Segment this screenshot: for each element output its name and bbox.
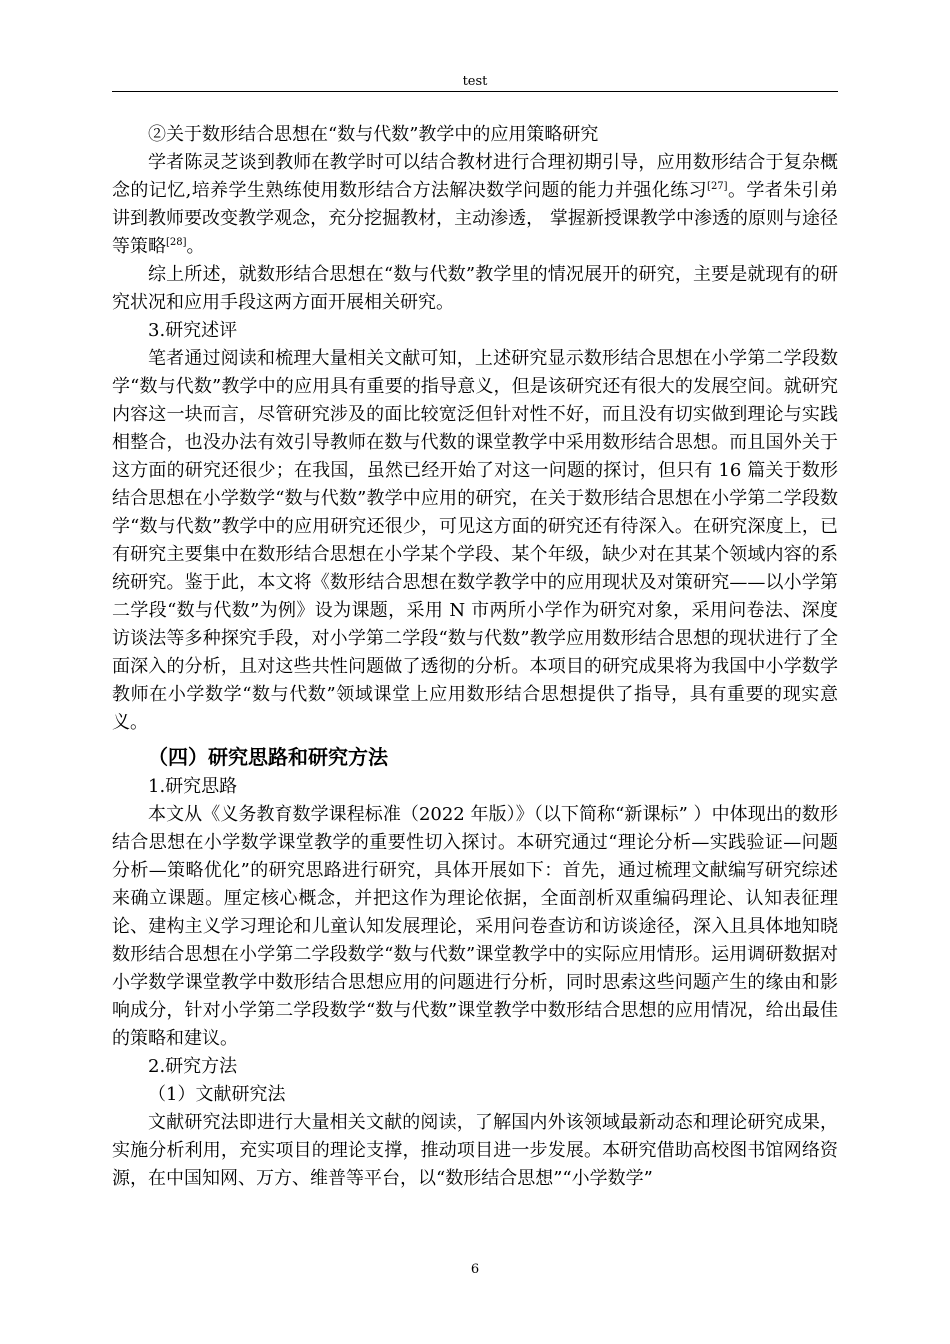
header-rule — [112, 91, 838, 92]
citation-ref: [28] — [166, 237, 187, 248]
page-number: 6 — [470, 1262, 480, 1277]
paragraph-research-approach: 本文从《义务教育数学课程标准（2022 年版）》（以下简称“新课标” ）中体现出的数形结合思想在小学数学课堂教学的重要性切入探讨。本研究通过“理论分析—实践验证—问题分析—策略优化”的研究思路进行研究，具体开展如下：首先，通过梳理文献编写研究综述来确立课题。厘定核心概念，并把这作为理论依据，全面剖析双重编码理论、认知表征理论、建构主义学习理论和儿童认知发展理论，采用问卷查访和访谈途径，深入且具体地知晓数形结合思想在小学第二学段数学“数与代数”课堂教学中的实际应用情形。运用调研数据对小学数学课堂教学中数形结合思想应用的问题进行分析，同时思索这些问题产生的缘由和影响成分，针对小学第二学段数学“数与代数”课堂教学中数形结合思想的应用情况，给出最佳的策略和建议。 — [112, 804, 838, 1049]
subheading-review: 3.研究述评 — [148, 320, 238, 341]
paragraph-summary: 综上所述，就数形结合思想在“数与代数”教学里的情况展开的研究，主要是就现有的研究状况和应用手段这两方面开展相关研究。 — [112, 264, 838, 313]
page-header: test — [462, 74, 488, 89]
subheading-research-approach: 1.研究思路 — [148, 776, 238, 797]
subheading-literature-method: （1）文献研究法 — [148, 1084, 286, 1105]
paragraph-subsection-title: ②关于数形结合思想在“数与代数”教学中的应用策略研究 — [148, 124, 599, 145]
paragraph-text: 。 — [186, 236, 205, 257]
section-heading: （四）研究思路和研究方法 — [148, 745, 388, 769]
body-text — [112, 121, 838, 1193]
paragraph-review: 笔者通过阅读和梳理大量相关文献可知，上述研究显示数形结合思想在小学第二学段数学“数与代数”教学中的应用具有重要的指导意义，但是该研究还有很大的发展空间。就研究内容这一块而言，尽管研究涉及的面比较宽泛但针对性不好，而且没有切实做到理论与实践相整合，也没办法有效引导教师在数与代数的课堂教学中采用数形结合思想。而且国外关于这方面的研究还很少；在我国，虽然已经开始了对这一问题的探讨，但只有 16 篇关于数形结合思想在小学数学“数与代数”教学中应用的研究，在关于数形结合思想在小学第二学段数学“数与代数”教学中的应用研究还很少，可见这方面的研究还有待深入。在研究深度上，已有研究主要集中在数形结合思想在小学某个学段、某个年级，缺少对在其某个领域内容的系统研究。鉴于此，本文将《数形结合思想在数学教学中的应用现状及对策研究——以小学第二学段“数与代数”为例》设为课题，采用 N 市两所小学作为研究对象，采用问卷法、深度访谈法等多种探究手段，对小学第二学段“数与代数”教学应用数形结合思想的现状进行了全面深入的分析，且对这些共性问题做了透彻的分析。本项目的研究成果将为我国中小学数学教师在小学数学“数与代数”领域课堂上应用数形结合思想提供了指导，具有重要的现实意义。 — [112, 348, 838, 733]
paragraph-text: 。学者朱引弟讲到教师要改变教学观念，充分挖掘教材，主动渗透， 掌握新授课教学中渗透的原则与途径等策略 — [112, 180, 839, 257]
paragraph-text: 学者陈灵芝谈到教师在教学时可以结合教材进行合理初期引导，应用数形结合于复杂概念的记忆,培养学生熟练使用数形结合方法解决数学问题的能力并强化练习 — [112, 152, 838, 201]
subheading-research-methods: 2.研究方法 — [148, 1056, 238, 1077]
paragraph-literature-method: 文献研究法即进行大量相关文献的阅读，了解国内外该领域最新动态和理论研究成果，实施分析利用，充实项目的理论支撑，推动项目进一步发展。本研究借助高校图书馆网络资源，在中国知网、万方、维普等平台，以“数形结合思想”“小学数学” — [112, 1112, 838, 1189]
paragraph-strategy-research — [112, 149, 838, 261]
citation-ref: [27] — [707, 181, 728, 192]
